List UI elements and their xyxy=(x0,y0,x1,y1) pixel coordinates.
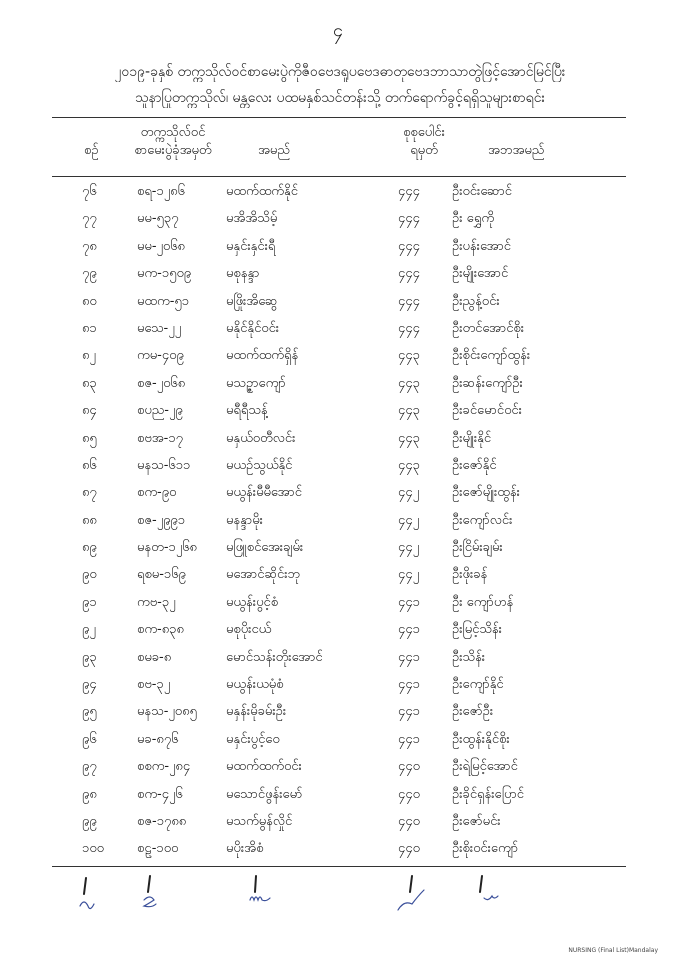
student-name: မနှန်းမိုခမ်းဦး xyxy=(226,704,287,720)
roll-number: ကမ-၄၀၉ xyxy=(137,348,184,364)
roll-number: မသေ-၂၂ xyxy=(137,320,182,336)
student-name: မစုပိုးငယ် xyxy=(226,622,272,638)
total-marks: ၄၄၂ xyxy=(398,485,420,501)
student-name: မယဉ်သွယ်နိုင် xyxy=(226,457,293,473)
table-row xyxy=(0,288,676,315)
total-marks: ၄၄၃ xyxy=(398,403,420,419)
roll-number: မနသ-၆၁၁ xyxy=(137,457,191,473)
table-row xyxy=(0,644,676,671)
father-name: ဦးဝင်းဆောင် xyxy=(452,184,512,199)
table-row xyxy=(0,507,676,534)
total-marks: ၄၄၄ xyxy=(398,266,420,282)
header-marks-line-2: ရမှတ် xyxy=(410,143,438,158)
header-roll xyxy=(128,124,218,160)
father-name: ဦးမျိုးနိုင် xyxy=(452,430,492,446)
roll-number: စက-၈၃၈ xyxy=(137,622,184,638)
row-number: ၉၅ xyxy=(82,704,97,720)
footer-note: NURSING (Final List)Mandalay xyxy=(568,947,658,954)
row-number: ၇၈ xyxy=(82,238,97,254)
row-number: ၉၀ xyxy=(82,567,97,583)
student-name: မနိုင်နိုင်ဝင်း xyxy=(226,320,280,336)
row-number: ၇၉ xyxy=(82,266,97,282)
document-title-line-1: ၂၀၁၉-ခုနှစ် တက္ကသိုလ်ဝင်စာမေးပွဲကိုဇီဝဗေဒရူပဗေဒဓာတုဗေဒဘာသာတွဲဖြင့်အောင်မြင်ပြီး xyxy=(114,64,566,80)
row-number: ၈၆ xyxy=(82,457,97,473)
header-name: အမည် xyxy=(258,143,290,158)
header-roll-line-1: တက္ကသိုလ်ဝင် xyxy=(140,125,206,140)
table-row xyxy=(0,534,676,561)
father-name: ဦးညွန့်ဝင်း xyxy=(452,293,500,309)
table-row xyxy=(0,835,676,862)
total-marks: ၄၄၀ xyxy=(398,813,420,829)
document-title-line-2: သူနာပြုတက္ကသိုလ်၊ မန္တလေး ပထမနှစ်သင်တန်းသို့ တက်ရောက်ခွင့်ရရှိသူများစာရင်း xyxy=(134,90,546,106)
roll-number: ရစမ-၁၆၉ xyxy=(137,567,186,583)
tick-mark-1 xyxy=(84,878,86,894)
row-number: ၉၃ xyxy=(82,649,97,665)
roll-number: စပည-၂၉ xyxy=(137,403,183,419)
student-name: မစုနန္ဒာ xyxy=(226,266,260,282)
student-name: မယွန်းပွင့်စံ xyxy=(226,594,279,610)
total-marks: ၄၄၃ xyxy=(398,457,420,473)
row-number: ၈၃ xyxy=(82,375,97,391)
father-name: ဦးဆန်းကျော်ဦး xyxy=(452,375,523,391)
father-name: ဦးတင်အောင်စိုး xyxy=(452,320,525,336)
roll-number: စမခ-၈ xyxy=(137,649,172,665)
row-number: ၉၄ xyxy=(82,677,97,693)
table-row xyxy=(0,370,676,397)
table-row xyxy=(0,726,676,753)
tick-mark-3 xyxy=(255,876,256,892)
father-name: ဦးမျိုးအောင် xyxy=(452,266,509,282)
table-row xyxy=(0,589,676,616)
table-row xyxy=(0,233,676,260)
father-name: ဦးသိန်း xyxy=(452,649,486,665)
father-name: ဦး ကျော်ဟန် xyxy=(452,594,514,610)
roll-number: မခ-၈၇၆ xyxy=(137,731,179,747)
row-number: ၈၉ xyxy=(82,540,97,556)
row-number: ၈၇ xyxy=(82,485,97,501)
roll-number: စဇ-၂၉၉၁ xyxy=(137,512,186,528)
roll-number: စဇ-၁၇၈၈ xyxy=(137,813,187,829)
table-row xyxy=(0,205,676,232)
father-name: ဦးဖိုးခန် xyxy=(452,567,488,583)
row-number: ၉၉ xyxy=(82,813,97,829)
father-name: ဦးဇော်မင်း xyxy=(452,813,501,829)
total-marks: ၄၄၃ xyxy=(398,375,420,391)
header-roll-line-2: စာမေးပွဲခုံအမှတ် xyxy=(134,143,212,158)
father-name: ဦးဇော်မျိုးထွန်း xyxy=(452,485,520,501)
father-name: ဦးကျော်နိုင် xyxy=(452,677,504,693)
table-row xyxy=(0,698,676,725)
student-name: မနှယ်ဝတီလင်း xyxy=(226,430,296,446)
student-name: မသဉ္ဇာကျော် xyxy=(226,375,286,391)
table-row xyxy=(0,671,676,698)
roll-number: စဇ-၂၀၆၈ xyxy=(137,375,186,391)
row-number: ၈၁ xyxy=(82,320,97,336)
student-name: မဖြိုးအိဆွေ xyxy=(226,293,278,309)
roll-number: စရ-၁၂၈၆ xyxy=(137,184,185,199)
row-number: ၈၅ xyxy=(82,430,97,446)
student-name: မနှင်းနှင်းရီ xyxy=(226,238,276,254)
roll-number: စဗ-၃၂ xyxy=(137,677,171,693)
student-name: မပိုးအိစံ xyxy=(226,841,264,857)
header-no: စဉ် xyxy=(84,143,99,158)
student-name: မသက်မွန်လှိုင် xyxy=(226,813,293,829)
table-header-rule xyxy=(52,176,626,177)
roll-number: မမ-၂၀၆၈ xyxy=(137,238,185,254)
father-name: ဦး ရွှေကို xyxy=(452,211,495,227)
student-name: မောင်သန်းတိုးအောင် xyxy=(226,649,323,665)
total-marks: ၄၄၂ xyxy=(398,512,420,528)
initial-scribble-2 xyxy=(144,897,156,907)
student-name: မအိအိသိမ့် xyxy=(226,211,278,227)
father-name: ဦးကျော်လင်း xyxy=(452,512,513,528)
student-name: မရီရီသန့် xyxy=(226,403,268,419)
father-name: ဦးပန်းအောင် xyxy=(452,238,511,254)
roll-number: မက-၁၅၀၉ xyxy=(137,266,192,282)
father-name: ဦးရဲမြင့်အောင် xyxy=(452,759,518,775)
table-row xyxy=(0,178,676,205)
roll-number: စက-၉၀ xyxy=(137,485,177,501)
student-name: မထက်ထက်ရှိန် xyxy=(226,348,299,364)
student-name: မအောင်ဆိုင်းဘု xyxy=(226,567,301,583)
father-name: ဦးခင်မောင်ဝင်း xyxy=(452,403,522,419)
table-row xyxy=(0,315,676,342)
row-number: ၉၆ xyxy=(82,731,97,747)
total-marks: ၄၄၁ xyxy=(398,704,420,720)
row-number: ၇၇ xyxy=(82,211,97,227)
father-name: ဦးစိုးဝင်းကျော် xyxy=(452,841,519,857)
roll-number: ကဗ-၃၂ xyxy=(137,594,176,610)
row-number: ၈၀ xyxy=(82,293,97,309)
row-number: ၉၇ xyxy=(82,759,97,775)
page-number: ၄ xyxy=(332,20,344,41)
table-row xyxy=(0,808,676,835)
student-name: မယွန်းယမုံစံ xyxy=(226,677,284,693)
roll-number: စစက-၂၈၄ xyxy=(137,759,191,775)
row-number: ၇၆ xyxy=(82,184,97,199)
table-row xyxy=(0,781,676,808)
student-name: မသောင်ဖွန်းမော် xyxy=(226,786,303,802)
total-marks: ၄၄၄ xyxy=(398,293,420,309)
total-marks: ၄၄၀ xyxy=(398,759,420,775)
student-name: မနှင်းပွင့်ဝေ xyxy=(226,731,280,747)
initial-scribble-4 xyxy=(398,890,424,910)
father-name: ဦးစိုင်းကျော်ထွန်း xyxy=(452,348,531,364)
father-name: ဦးထွန်းနိုင်စိုး xyxy=(452,731,510,747)
student-name: မနန္ဒာမိုး xyxy=(226,512,263,528)
roll-number: မထက-၅၁ xyxy=(137,293,190,309)
signature-marks xyxy=(0,870,676,920)
row-number: ၉၁ xyxy=(82,594,97,610)
total-marks: ၄၄၄ xyxy=(398,184,420,199)
father-name: ဦးငြိမ်းချမ်း xyxy=(452,540,503,556)
father-name: ဦးခိုင်ရှန်းပြောင် xyxy=(452,786,524,802)
header-father: အဘအမည် xyxy=(488,143,545,158)
student-name: မထက်ထက်နိုင် xyxy=(226,184,298,199)
total-marks: ၄၄၁ xyxy=(398,594,420,610)
table-row xyxy=(0,561,676,588)
roll-number: မနသ-၂၀၈၅ xyxy=(137,704,197,720)
total-marks: ၄၄၁ xyxy=(398,622,420,638)
student-name: မဖြူစင်အေးချမ်း xyxy=(226,540,304,556)
total-marks: ၄၄၃ xyxy=(398,430,420,446)
table-row xyxy=(0,753,676,780)
total-marks: ၄၄၁ xyxy=(398,649,420,665)
table-body xyxy=(0,178,676,863)
table-row xyxy=(0,260,676,287)
row-number: ၈၈ xyxy=(82,512,97,528)
row-number: ၈၂ xyxy=(82,348,96,364)
total-marks: ၄၄၀ xyxy=(398,786,420,802)
row-number: ၉၈ xyxy=(82,786,97,802)
student-name: မယွန်းမီမီအောင် xyxy=(226,485,302,501)
total-marks: ၄၄၁ xyxy=(398,731,420,747)
roll-number: စဗအ-၁၇ xyxy=(137,430,183,446)
total-marks: ၄၄၀ xyxy=(398,841,420,857)
initial-scribble-3 xyxy=(250,897,270,901)
total-marks: ၄၄၂ xyxy=(398,540,420,556)
table-bottom-rule xyxy=(52,866,626,867)
father-name: ဦးမြင့်သိန်း xyxy=(452,622,502,638)
roll-number: မနတ-၁၂၆၈ xyxy=(137,540,197,556)
table-row xyxy=(0,342,676,369)
total-marks: ၄၄၁ xyxy=(398,677,420,693)
row-number: ၈၄ xyxy=(82,403,97,419)
table-row xyxy=(0,479,676,506)
total-marks: ၄၄၄ xyxy=(398,320,420,336)
father-name: ဦးဇော်နိုင် xyxy=(452,457,497,473)
student-name: မထက်ထက်ဝင်း xyxy=(226,759,302,775)
row-number: ၁၀၀ xyxy=(82,841,104,857)
roll-number: မမ-၅၃၇ xyxy=(137,211,179,227)
father-name: ဦးဇော်ဦး xyxy=(452,704,494,720)
initial-scribble-1 xyxy=(80,902,94,909)
row-number: ၉၂ xyxy=(82,622,96,638)
total-marks: ၄၄၃ xyxy=(398,348,420,364)
header-marks-line-1: စုစုပေါင်း xyxy=(403,125,445,140)
roll-number: စက-၄၂၆ xyxy=(137,786,183,802)
total-marks: ၄၄၂ xyxy=(398,567,420,583)
table-top-rule xyxy=(52,117,626,118)
total-marks: ၄၄၄ xyxy=(398,211,420,227)
tick-mark-5 xyxy=(480,876,482,892)
tick-mark-2 xyxy=(148,876,150,892)
header-marks xyxy=(394,124,454,160)
roll-number: စဠ-၁၀၀ xyxy=(137,841,179,857)
total-marks: ၄၄၄ xyxy=(398,238,420,254)
table-row xyxy=(0,425,676,452)
table-row xyxy=(0,452,676,479)
initial-scribble-5 xyxy=(484,896,498,900)
table-row xyxy=(0,616,676,643)
table-row xyxy=(0,397,676,424)
tick-mark-4 xyxy=(410,876,412,892)
